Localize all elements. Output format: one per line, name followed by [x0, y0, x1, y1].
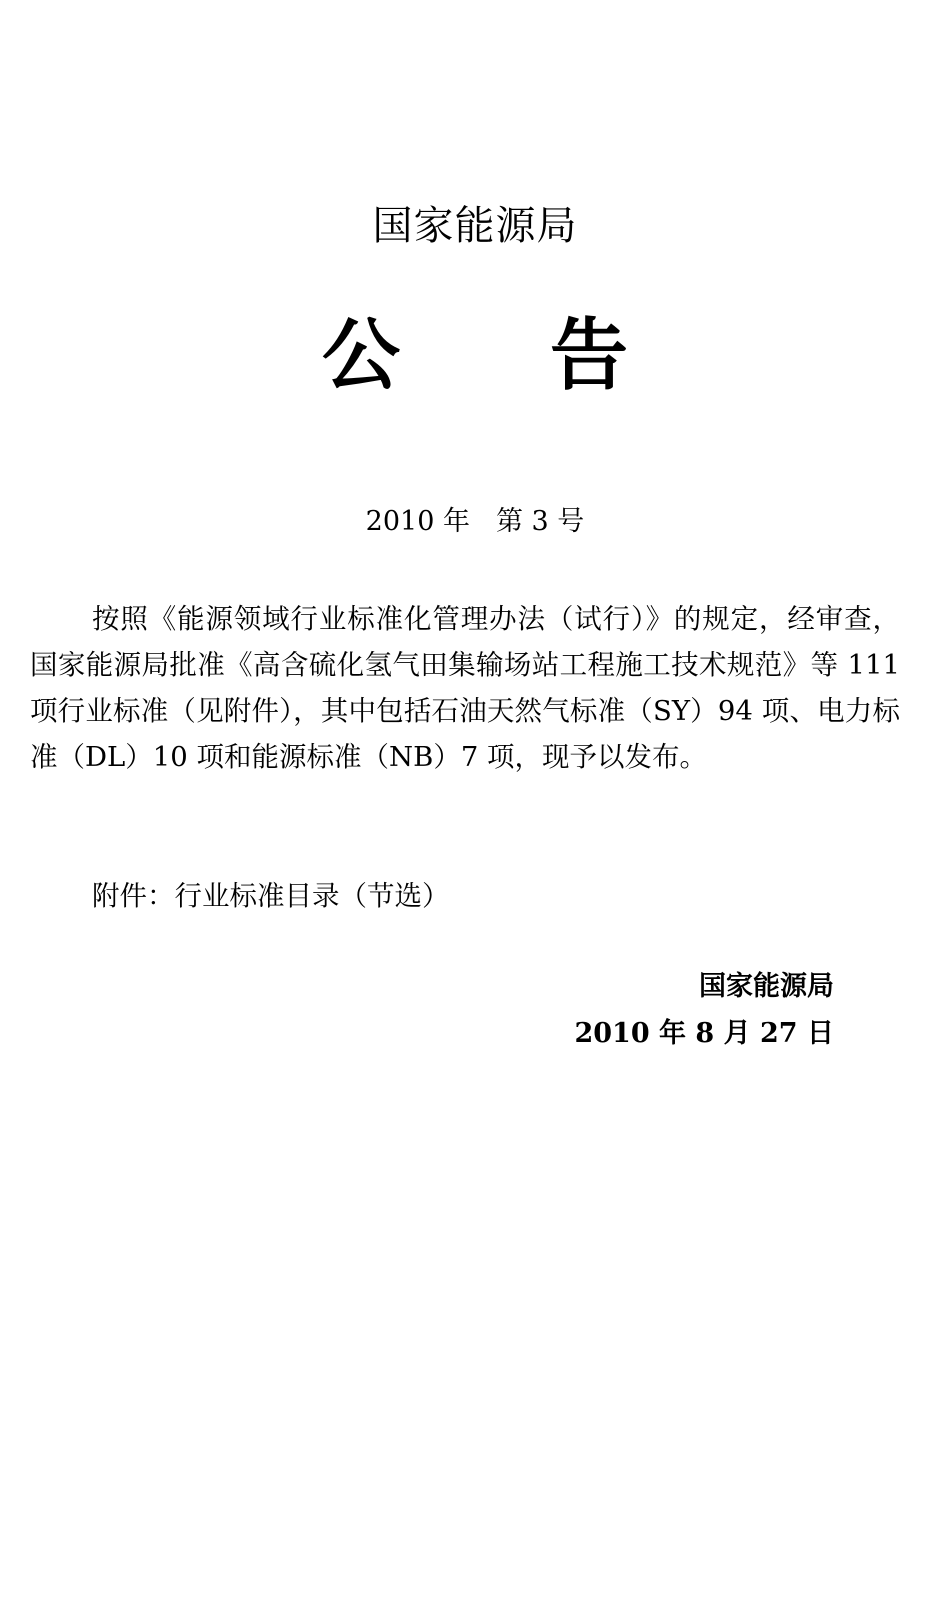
signature-organization: 国家能源局 — [699, 971, 834, 1002]
title-char-right: 告 — [550, 311, 629, 401]
signature-date: 2010 年 8 月 27 日 — [574, 1018, 834, 1049]
attachment-line: 附件：行业标准目录（节选） — [92, 880, 450, 912]
issuer-heading: 国家能源局 — [372, 203, 578, 249]
document-title — [0, 308, 950, 404]
issue-number: 第 3 号 — [495, 506, 585, 537]
document-number — [0, 500, 950, 544]
title-char-left: 公 — [321, 311, 400, 401]
document-year: 2010 年 — [365, 506, 470, 537]
announcement-body: 按照《能源领域行业标准化管理办法（试行）》的规定，经审查，国家能源局批准《高含硫化氢气田集输场站工程施工技术规范》等 111 项行业标准（见附件），其中包括石油天然气标准（SY）94 项、电力标准（DL）10 项和能源标准（NB）7 项，现予以发布。 — [30, 603, 900, 773]
